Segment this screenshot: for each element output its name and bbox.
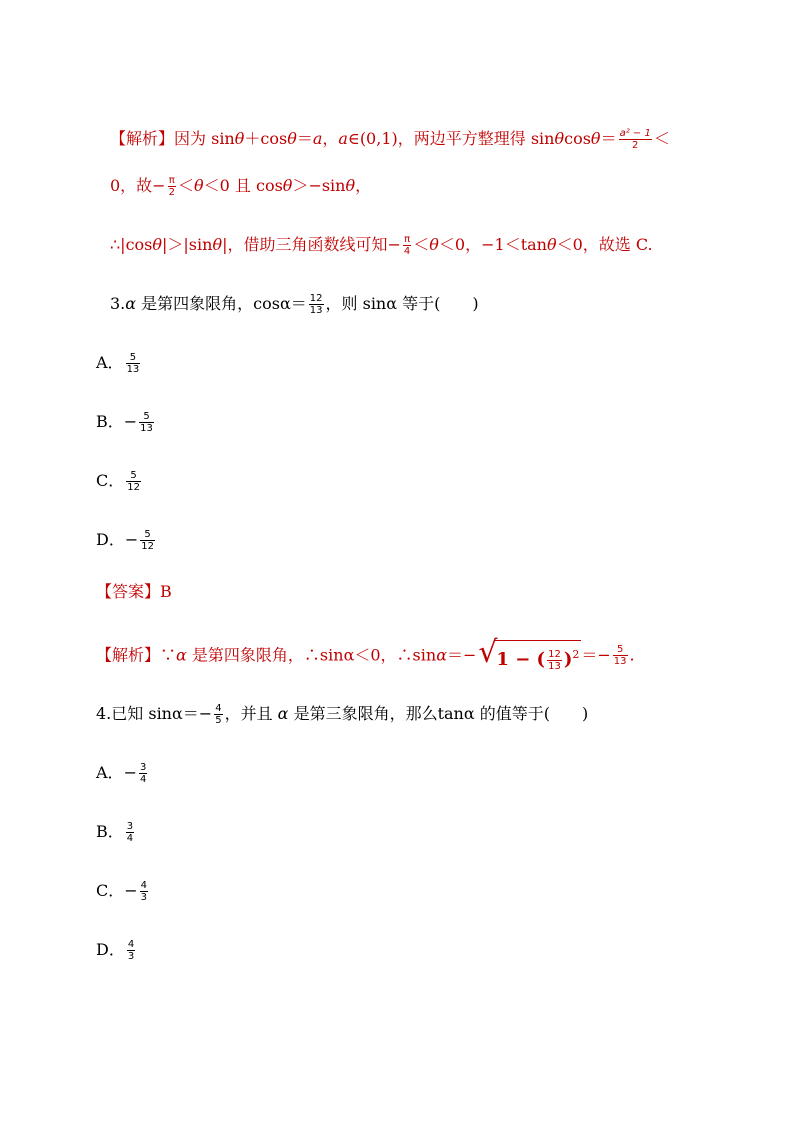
frac-num: 5 (139, 411, 154, 423)
theta: θ (345, 176, 356, 195)
var-a: a (338, 129, 348, 148)
frac-den: 5 (215, 715, 222, 726)
text: ＝ (296, 129, 313, 148)
alpha: α (436, 645, 447, 665)
frac-den: 13 (613, 656, 627, 668)
theta: θ (152, 235, 163, 254)
option-sign: − (124, 530, 139, 549)
analysis-line-3 (110, 234, 653, 257)
option-d[interactable] (96, 939, 137, 962)
fraction (613, 644, 628, 667)
frac-den: 2 (168, 187, 175, 198)
text: ＜ (413, 235, 430, 254)
text: ， (322, 129, 339, 148)
fraction (403, 234, 411, 257)
text: |＞|sin (162, 235, 213, 254)
text: 0，故− (110, 176, 166, 195)
exponent: 2 (572, 648, 580, 661)
frac-den: 13 (309, 305, 323, 316)
frac-den: 3 (140, 892, 148, 903)
option-sign: − (124, 881, 138, 900)
frac-num: π (168, 175, 175, 186)
text: ) (563, 649, 573, 670)
text: ＝− (581, 645, 611, 665)
text: ＜ (653, 129, 670, 148)
frac-num: 4 (127, 939, 135, 950)
question-number: 3. (110, 294, 126, 313)
frac-num: π (404, 234, 411, 245)
question-4-stem (96, 703, 588, 726)
text: |，借助三角函数线可知− (222, 235, 401, 254)
fraction (126, 470, 141, 493)
theta: θ (234, 129, 245, 148)
text: 因为 sin (174, 129, 235, 148)
text: ＝− (447, 645, 477, 665)
text: ，并且 (224, 704, 278, 723)
frac-num: a² − 1 (619, 128, 651, 139)
option-b[interactable] (96, 411, 156, 434)
fraction (139, 762, 147, 785)
fraction (168, 175, 176, 198)
answer-line (96, 582, 172, 602)
text: 1 − ( (496, 649, 546, 670)
fraction (214, 703, 222, 726)
frac-num: 4 (140, 880, 148, 891)
option-letter: A． (96, 763, 124, 782)
frac-den: 3 (127, 951, 135, 962)
text: ＜0，故选 C. (556, 235, 653, 254)
frac-num: 5 (613, 644, 628, 656)
frac-num: 12 (309, 293, 323, 304)
text: cos (564, 129, 591, 148)
frac-den: 4 (126, 833, 134, 844)
option-letter: D． (96, 530, 125, 549)
option-a[interactable] (96, 352, 142, 375)
text: ＜0 且 cos (203, 176, 283, 195)
analysis-tag: 【解析】 (110, 129, 175, 148)
text: ， (355, 176, 372, 195)
fraction (140, 880, 148, 903)
text: ，则 sinα 等于( ) (325, 294, 479, 313)
theta: θ (282, 176, 293, 195)
option-a[interactable] (96, 762, 149, 785)
text: 是第三象限角，那么tanα 的值等于( ) (288, 704, 589, 723)
frac-num: 5 (140, 529, 155, 541)
option-b[interactable] (96, 821, 136, 844)
answer-value: B (160, 582, 172, 601)
fraction (619, 128, 652, 151)
theta: θ (590, 129, 601, 148)
fraction (140, 529, 155, 552)
text: ＋cos (244, 129, 288, 148)
option-letter: D． (96, 940, 125, 959)
square-root: √ 1 − ( $\frac{12}{13}$ )$^2$ (478, 635, 580, 672)
theta: θ (429, 235, 439, 254)
text: 是第四象限角，∴sinα＜0，∴sin (186, 645, 437, 665)
frac-num: 4 (215, 703, 222, 714)
text: ∵ (160, 645, 177, 665)
frac-den: 13 (548, 660, 561, 672)
fraction (139, 411, 154, 434)
text: 是第四象限角，cosα＝ (136, 294, 307, 313)
analysis-line-2 (110, 175, 371, 198)
fraction (127, 939, 135, 962)
analysis-q3 (96, 635, 635, 672)
option-sign: − (123, 763, 137, 782)
text: . (629, 645, 635, 665)
theta: θ (212, 235, 223, 254)
var-a: a (312, 129, 323, 148)
frac-den: 13 (140, 423, 153, 434)
option-letter: C． (96, 471, 125, 490)
analysis-tag: 【解析】 (96, 645, 161, 665)
fraction (126, 352, 141, 375)
text: ∴|cos (110, 235, 153, 254)
text: 4.已知 sinα＝− (96, 704, 213, 723)
analysis-line-1 (110, 128, 670, 151)
theta: θ (287, 129, 297, 148)
frac-den: 13 (126, 364, 140, 375)
option-d[interactable] (96, 529, 157, 552)
fraction (547, 649, 562, 672)
text: ＝ (600, 129, 617, 148)
alpha: α (176, 645, 187, 665)
frac-num: 5 (126, 470, 141, 482)
answer-tag: 【答案】 (96, 582, 161, 601)
frac-den: 4 (403, 246, 411, 257)
text: ＜0，−1＜tan (438, 235, 547, 254)
fraction (309, 293, 324, 316)
frac-den: 4 (139, 774, 147, 785)
frac-num: 12 (548, 648, 561, 660)
frac-num: 3 (139, 762, 147, 773)
option-letter: A． (96, 353, 124, 372)
alpha: α (125, 294, 137, 313)
option-c[interactable] (96, 470, 143, 493)
text: ＞−sin (292, 176, 346, 195)
frac-num: 3 (126, 821, 134, 832)
option-c[interactable] (96, 880, 150, 903)
question-3-stem (110, 293, 479, 316)
option-sign: − (123, 412, 138, 431)
text: ∈(0,1)，两边平方整理得 sin (347, 129, 555, 148)
option-letter: C． (96, 881, 125, 900)
frac-den: 12 (141, 541, 154, 552)
option-letter: B． (96, 822, 124, 841)
fraction (126, 821, 134, 844)
theta: θ (193, 176, 204, 195)
theta: θ (554, 129, 565, 148)
text: ＜ (177, 176, 194, 195)
option-letter: B． (96, 412, 124, 431)
theta: θ (546, 235, 557, 254)
frac-den: 12 (127, 482, 140, 493)
alpha: α (277, 704, 289, 723)
frac-num: 5 (126, 352, 141, 364)
frac-den: 2 (632, 140, 639, 151)
